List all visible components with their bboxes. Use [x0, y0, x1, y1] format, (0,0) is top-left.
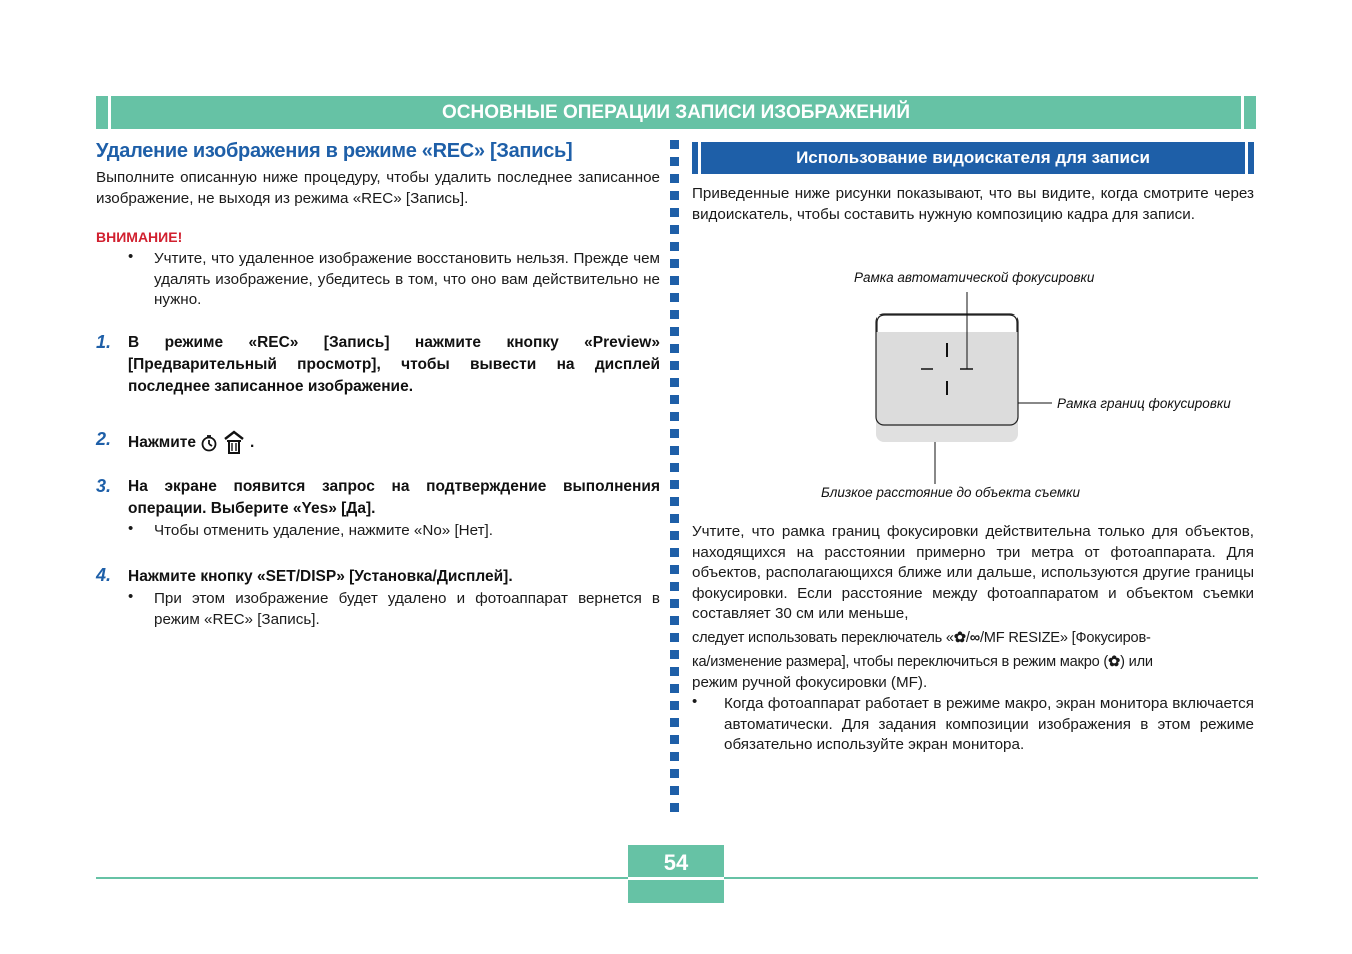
macro-icon: ✿ — [953, 630, 966, 646]
right-intro: Приведенные ниже рисунки показывают, что вы видите, когда смотрите через видоискатель, чтобы составить нужную композицию кадра для записи. — [692, 185, 1254, 223]
step-4-note: При этом изображение будет удалено и фотоаппарат вернется в режим «REC» [Запись]. — [154, 590, 660, 628]
step-2-text: Нажмите — [128, 434, 197, 451]
left-intro: Выполните описанную ниже процедуру, чтобы удалить последнее записанное изображение, не выходя из режима «REC» [Запись]. — [96, 169, 660, 207]
viewfinder-diagram — [860, 290, 1040, 450]
trash-delete-icon — [222, 430, 246, 456]
step-3-note: Чтобы отменить удаление, нажмите «No» [Нет]. — [154, 522, 493, 539]
step-3-number: 3. — [96, 476, 112, 496]
right-header-bar-right — [1248, 142, 1254, 174]
step-4-bullet-dot: • — [128, 588, 134, 605]
step-2-text-end: . — [250, 434, 255, 451]
right-paragraph-2a: следует использовать переключатель « — [692, 630, 954, 646]
right-paragraph-3-line — [692, 652, 1254, 673]
macro-icon-2: ✿ — [1108, 654, 1121, 670]
right-bullet-text: Когда фотоаппарат работает в режиме макро, экран монитора включается автоматически. Для задания композиции изображения в этом режиме обязательно используйте экран монитора. — [724, 695, 1254, 753]
warning-label: ВНИМАНИЕ! — [96, 229, 183, 245]
step-3-bullet-dot: • — [128, 520, 134, 537]
step-4-number: 4. — [96, 565, 112, 585]
warning-text: Учтите, что удаленное изображение восстановить нельзя. Прежде чем удалять изображение, убедитесь в том, что оно вам действительно не нужно. — [154, 250, 660, 308]
right-paragraph-2-line: следует использовать переключатель «✿/∞/MF RESIZE» [Фокусиров- — [692, 630, 1151, 646]
page-number: 54 — [663, 850, 689, 875]
step-2-line — [128, 430, 254, 456]
infinity-icon: ∞ — [969, 630, 980, 646]
focus-range-caption: Рамка границ фокусировки — [1057, 396, 1231, 411]
right-paragraph-4: режим ручной фокусировки (MF). — [692, 674, 928, 691]
right-bullet-dot: • — [692, 693, 698, 710]
step-3-text: На экране появится запрос на подтверждение выполнения операции. Выберите «Yes» [Да]. — [128, 478, 660, 517]
right-section-header — [692, 142, 1254, 174]
warning-bullet-dot: • — [128, 248, 134, 265]
self-timer-icon — [200, 434, 218, 452]
step-4-text: Нажмите кнопку «SET/DISP» [Установка/Дисплей]. — [128, 568, 513, 585]
section-header-title: ОСНОВНЫЕ ОПЕРАЦИИ ЗАПИСИ ИЗОБРАЖЕНИЙ — [442, 102, 910, 123]
right-paragraph-3a: ка/изменение размера], чтобы переключиться в режим макро ( — [692, 654, 1109, 670]
close-distance-callout-line — [930, 442, 940, 484]
column-divider — [670, 140, 680, 820]
viewfinder-top-gap — [877, 315, 1017, 332]
right-paragraph-3b: ) или — [1120, 654, 1153, 670]
right-paragraph-1: Учтите, что рамка границ фокусировки действительна только для объектов, находящихся на расстоянии примерно три метра от фотоаппарата. Для объектов, располагающихся ближе или дальше, используются другие границы фокусировки. Если расстояние между фотоаппаратом и объектом съемки составляет 30 см или меньше, — [692, 523, 1254, 622]
af-frame-caption: Рамка автоматической фокусировки — [854, 270, 1095, 285]
right-paragraph-2b: /MF RESIZE» [Фокусиров- — [979, 630, 1151, 646]
step-2-number: 2. — [96, 429, 112, 449]
right-section-title: Использование видоискателя для записи — [701, 142, 1245, 174]
step-1-text: В режиме «REC» [Запись] нажмите кнопку «Preview» [Предварительный просмотр], чтобы вывести на дисплей последнее записанное изображение. — [128, 334, 660, 395]
close-distance-caption: Близкое расстояние до объекта съемки — [821, 485, 1081, 500]
range-callout-line — [1018, 398, 1054, 408]
step-1-number: 1. — [96, 332, 112, 352]
left-section-title: Удаление изображения в режиме «REC» [Запись] — [96, 140, 573, 162]
right-header-bar-left — [692, 142, 698, 174]
